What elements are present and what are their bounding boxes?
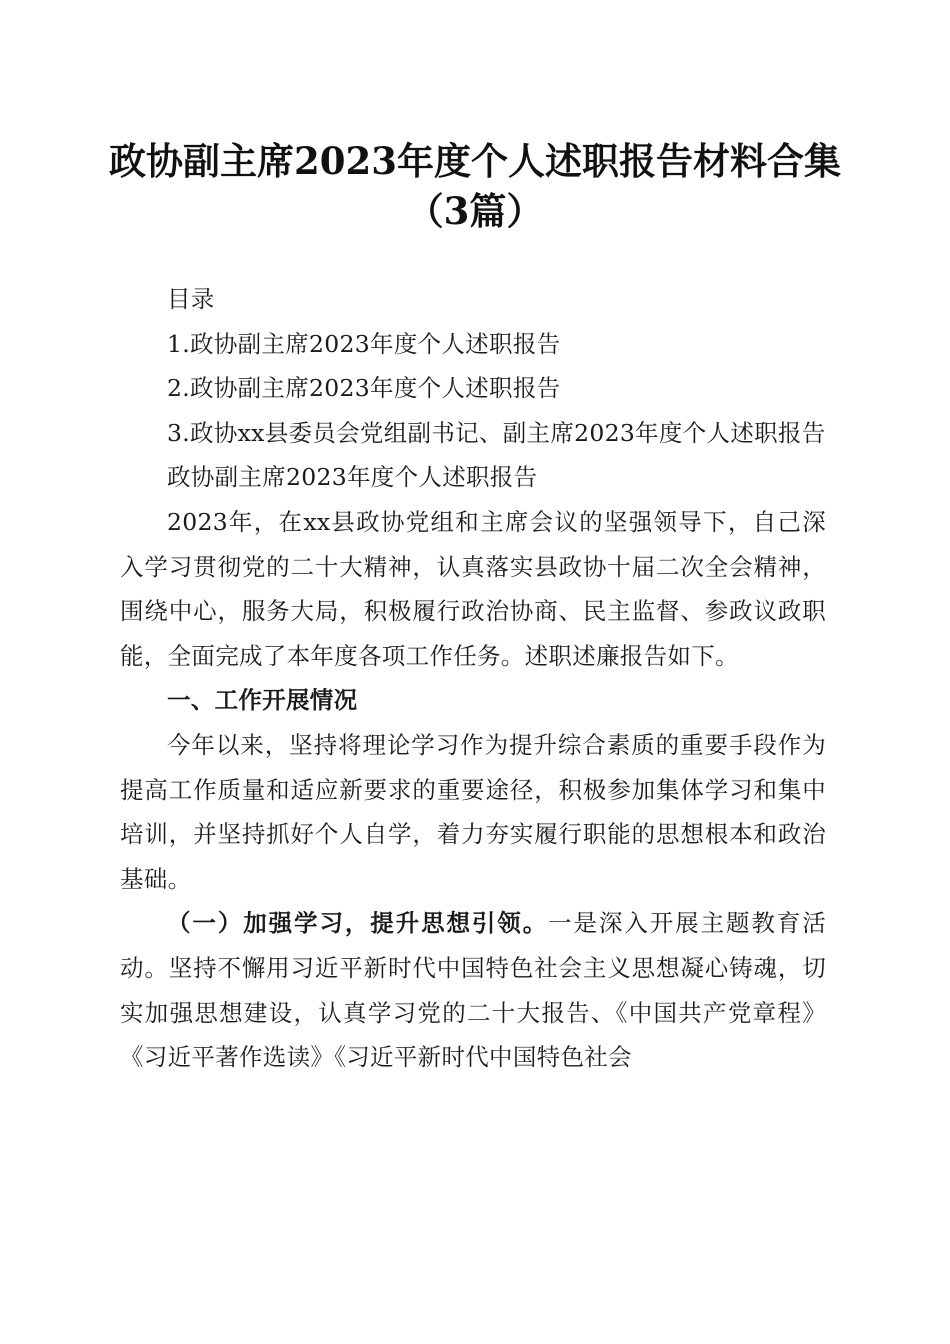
document-title-line-1: 政协副主席2023年度个人述职报告材料合集 xyxy=(109,139,841,183)
subsection-1-paragraph xyxy=(120,901,826,1079)
report-title: 政协副主席2023年度个人述职报告 xyxy=(167,463,538,492)
intro-paragraph: 2023年，在xx县政协党组和主席会议的坚强领导下，自己深入学习贯彻党的二十大精神，认真落实县政协十届二次全会精神，围绕中心，服务大局，积极履行政治协商、民主监督、参政议政职能，全面完成了本年度各项工作任务。述职述廉报告如下。 xyxy=(120,507,826,670)
toc-item-2: 2.政协副主席2023年度个人述职报告 xyxy=(167,374,561,403)
section-1-paragraph: 今年以来，坚持将理论学习作为提升综合素质的重要手段作为提高工作质量和适应新要求的重要途径，积极参加集体学习和集中培训，并坚持抓好个人自学，着力夯实履行职能的思想根本和政治基础。 xyxy=(120,730,826,893)
toc-item-3: 3.政协xx县委员会党组副书记、副主席2023年度个人述职报告 xyxy=(167,418,826,447)
document-title xyxy=(0,136,950,236)
subsection-1-heading: （一）加强学习，提升思想引领。 xyxy=(167,909,549,938)
document-body xyxy=(120,277,826,1080)
toc-item-1: 1.政协副主席2023年度个人述职报告 xyxy=(167,329,561,358)
toc-label: 目录 xyxy=(167,285,215,313)
subsection-1-text: 一是深入开展主题教育活动。坚持不懈用习近平新时代中国特色社会主义思想凝心铸魂，切实加强思想建设，认真学习党的二十大报告、《中国共产党章程》《习近平著作选读》《习近平新时代中国特色社会 xyxy=(120,909,826,1072)
section-1-heading: 一、工作开展情况 xyxy=(167,686,358,715)
document-title-line-2: （3篇） xyxy=(406,189,544,233)
